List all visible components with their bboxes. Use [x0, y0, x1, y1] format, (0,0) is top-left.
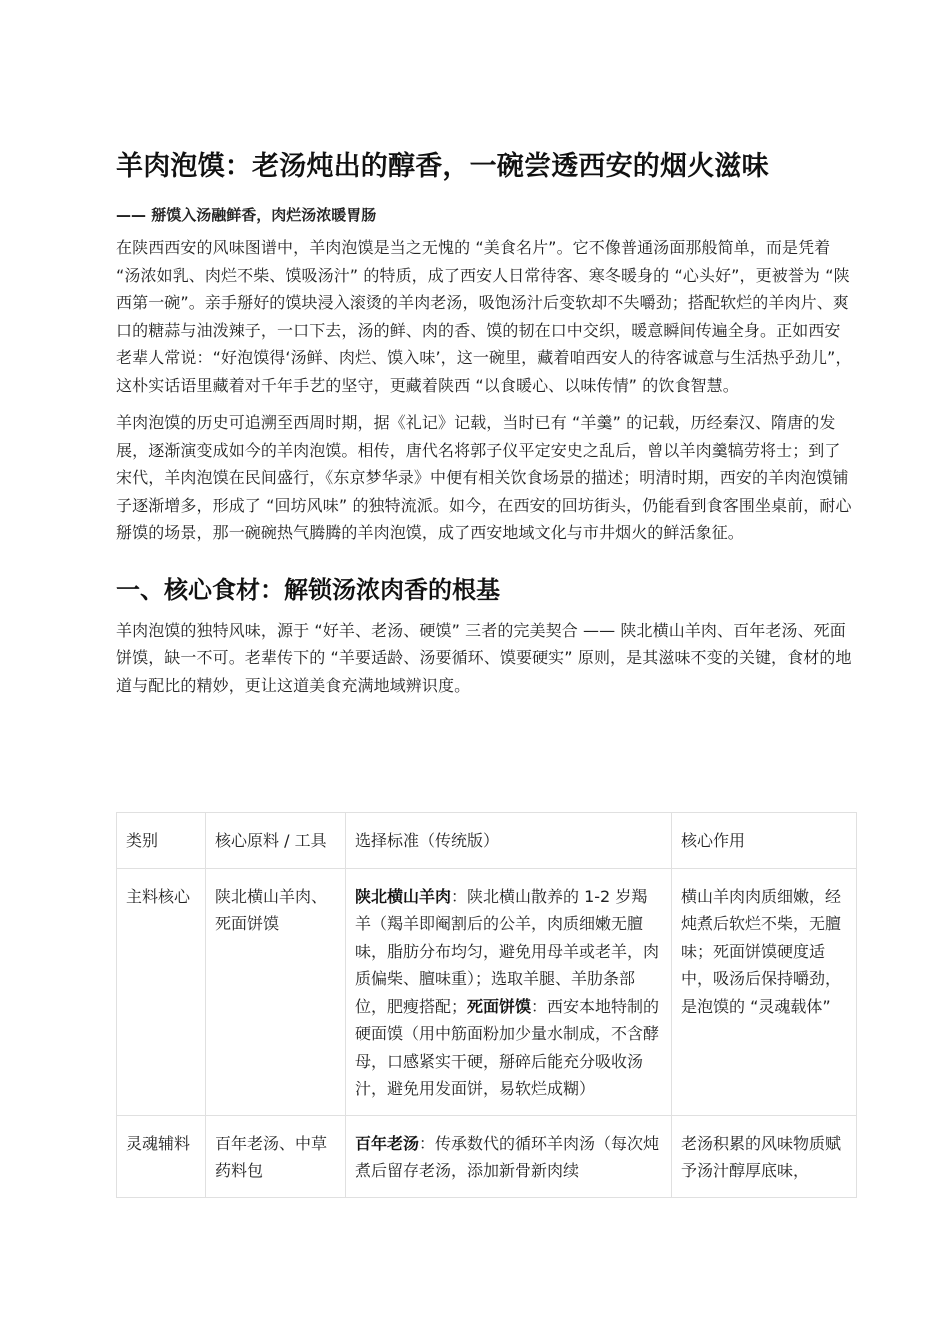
standard-cell	[346, 1115, 672, 1197]
bold-term: 死面饼馍	[467, 996, 532, 1016]
table-row	[117, 868, 857, 1115]
article	[116, 150, 856, 699]
standard-text: ：西安本地特制的硬面馍（用中筋面粉加少量水制成，不含酵母，口感紧实干硬，掰碎后能充分吸收汤汁，避免用发面饼，易软烂成糊）	[355, 996, 660, 1098]
table-row	[117, 1115, 857, 1197]
subtitle: —— 掰馍入汤融鲜香，肉烂汤浓暖胃肠	[116, 206, 377, 224]
role-cell: 横山羊肉肉质细嫩，经炖煮后软烂不柴，无膻味；死面饼馍硬度适中，吸汤后保持嚼劲，是泡馍的 “灵魂载体”	[672, 868, 857, 1115]
table-header-cell: 核心原料 / 工具	[206, 813, 346, 869]
intro-paragraph-1: 在陕西西安的风味图谱中，羊肉泡馍是当之无愧的 “美食名片”。它不像普通汤面那般简单，而是凭着 “汤浓如乳、肉烂不柴、馍吸汤汁” 的特质，成了西安人日常待客、寒冬暖身的 “心头好”，更被誉为 “陕西第一碗”。亲手掰好的馍块浸入滚烫的羊肉老汤，吸饱汤汁后变软却不失嚼劲；搭配软烂的羊肉片、爽口的糖蒜与油泼辣子，一口下去，汤的鲜、肉的香、馍的韧在口中交织，暖意瞬间传遍全身。正如西安老辈人常说：“好泡馍得‘汤鲜、肉烂、馍入味’，这一碗里，藏着咱西安人的待客诚意与生活热乎劲儿”，这朴实话语里藏着对千年手艺的坚守，更藏着陕西 “以食暖心、以味传情” 的饮食智慧。	[116, 238, 852, 395]
table-header-cell: 选择标准（传统版）	[346, 813, 672, 869]
standard-text: ：陕北横山散养的 1-2 岁羯羊（羯羊即阉割后的公羊，肉质细嫩无膻味，脂肪分布均匀，避免用母羊或老羊，肉质偏柴、膻味重）；选取羊腿、羊肋条部位，肥瘦搭配；	[355, 886, 660, 1016]
material-cell: 陕北横山羊肉、死面饼馍	[206, 868, 346, 1115]
role-cell: 老汤积累的风味物质赋予汤汁醇厚底味，	[672, 1115, 857, 1197]
standard-text: ：传承数代的循环羊肉汤（每次炖煮后留存老汤，添加新骨新肉续	[355, 1133, 660, 1180]
table-header-cell: 类别	[117, 813, 206, 869]
category-cell: 主料核心	[117, 868, 206, 1115]
standard-cell	[346, 868, 672, 1115]
page-title: 羊肉泡馍：老汤炖出的醇香，一碗尝透西安的烟火滋味	[116, 151, 769, 182]
table-header-cell: 核心作用	[672, 813, 857, 869]
intro-paragraph-2: 羊肉泡馍的历史可追溯至西周时期，据《礼记》记载，当时已有 “羊羹” 的记载，历经秦汉、隋唐的发展，逐渐演变成如今的羊肉泡馍。相传，唐代名将郭子仪平定安史之乱后，曾以羊肉羹犒劳将士；到了宋代，羊肉泡馍在民间盛行，《东京梦华录》中便有相关饮食场景的描述；明清时期，西安的羊肉泡馍铺子逐渐增多，形成了 “回坊风味” 的独特流派。如今，在西安的回坊街头，仍能看到食客围坐桌前，耐心掰馍的场景，那一碗碗热气腾腾的羊肉泡馍，成了西安地域文化与市井烟火的鲜活象征。	[116, 413, 852, 542]
bold-term: 陕北横山羊肉	[355, 886, 452, 906]
bold-term: 百年老汤	[355, 1133, 420, 1153]
category-cell: 灵魂辅料	[117, 1115, 206, 1197]
ingredients-table	[116, 812, 857, 1198]
section-heading: 一、核心食材：解锁汤浓肉香的根基	[116, 575, 500, 604]
table-header-row	[117, 813, 857, 869]
section-paragraph: 羊肉泡馍的独特风味，源于 “好羊、老汤、硬馍” 三者的完美契合 —— 陕北横山羊肉、百年老汤、死面饼馍，缺一不可。老辈传下的 “羊要适龄、汤要循环、馍要硬实” 原则，是其滋味不变的关键，食材的地道与配比的精妙，更让这道美食充满地域辨识度。	[116, 620, 852, 695]
material-cell: 百年老汤、中草药料包	[206, 1115, 346, 1197]
